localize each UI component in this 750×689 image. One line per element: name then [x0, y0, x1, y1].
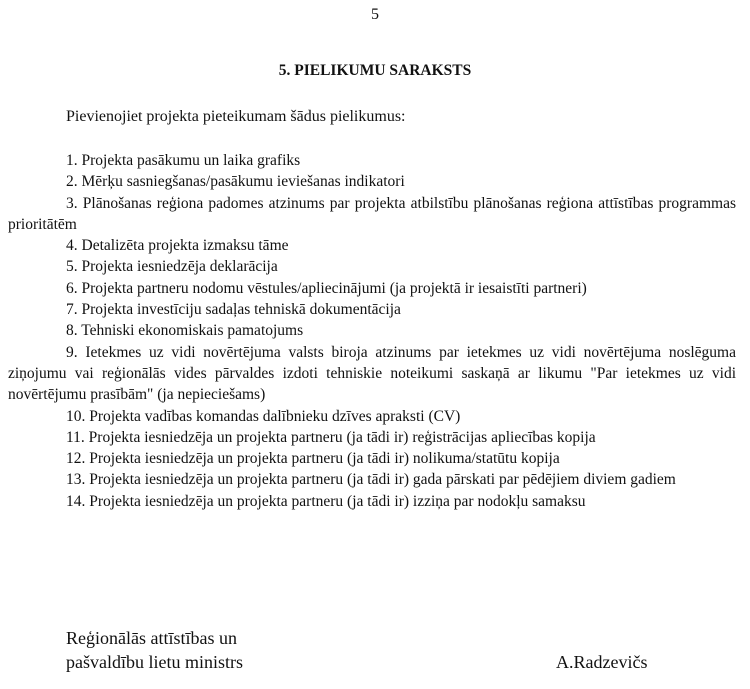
list-item: 11. Projekta iesniedzēja un projekta partneru (ja tādi ir) reģistrācijas apliecības kopija	[66, 428, 596, 446]
signatory-position-line2: pašvaldību lietu ministrs	[66, 652, 243, 672]
list-item: 8. Tehniski ekonomiskais pamatojums	[66, 322, 304, 340]
list-item: 3. Plānošanas reģiona padomes atzinums par projekta atbilstību plānošanas reģiona attīstības programmas prioritātēm	[8, 194, 736, 233]
page-number: 5	[371, 6, 379, 23]
list-item: 13. Projekta iesniedzēja un projekta partneru (ja tādi ir) gada pārskati par pēdējiem diviem gadiem	[66, 471, 676, 489]
attachments-list	[8, 150, 736, 512]
signatory-name: A.Radzevičs	[556, 652, 648, 672]
list-item: 12. Projekta iesniedzēja un projekta partneru (ja tādi ir) nolikuma/statūtu kopija	[66, 450, 560, 468]
list-item: 2. Mērķu sasniegšanas/pasākumu ieviešanas indikatori	[66, 173, 405, 191]
signatory-position-line1: Reģionālās attīstības un	[66, 628, 237, 648]
list-item: 9. Ietekmes uz vidi novērtējuma valsts biroja atzinums par ietekmes uz vidi novērtējuma noslēguma ziņojumu vai reģionālās vides pārvaldes izdoti tehniskie noteikumi saskaņā ar likumu "Par ietekmes uz vidi novērtējumu prasībām" (ja nepieciešams)	[8, 343, 736, 404]
intro-text: Pievienojiet projekta pieteikumam šādus pielikumus:	[66, 108, 406, 125]
section-title: 5. PIELIKUMU SARAKSTS	[278, 62, 472, 79]
list-item: 7. Projekta investīciju sadaļas tehniskā dokumentācija	[66, 301, 401, 319]
list-item: 4. Detalizēta projekta izmaksu tāme	[66, 237, 289, 255]
list-item: 1. Projekta pasākumu un laika grafiks	[66, 152, 301, 169]
list-item: 6. Projekta partneru nodomu vēstules/apliecinājumi (ja projektā ir iesaistīti partneri)	[66, 279, 587, 297]
list-item: 14. Projekta iesniedzēja un projekta partneru (ja tādi ir) izziņa par nodokļu samaksu	[66, 492, 586, 510]
list-item: 10. Projekta vadības komandas dalībnieku dzīves apraksti (CV)	[66, 407, 461, 425]
list-item: 5. Projekta iesniedzēja deklarācija	[66, 258, 278, 276]
signatory-position	[66, 626, 243, 674]
